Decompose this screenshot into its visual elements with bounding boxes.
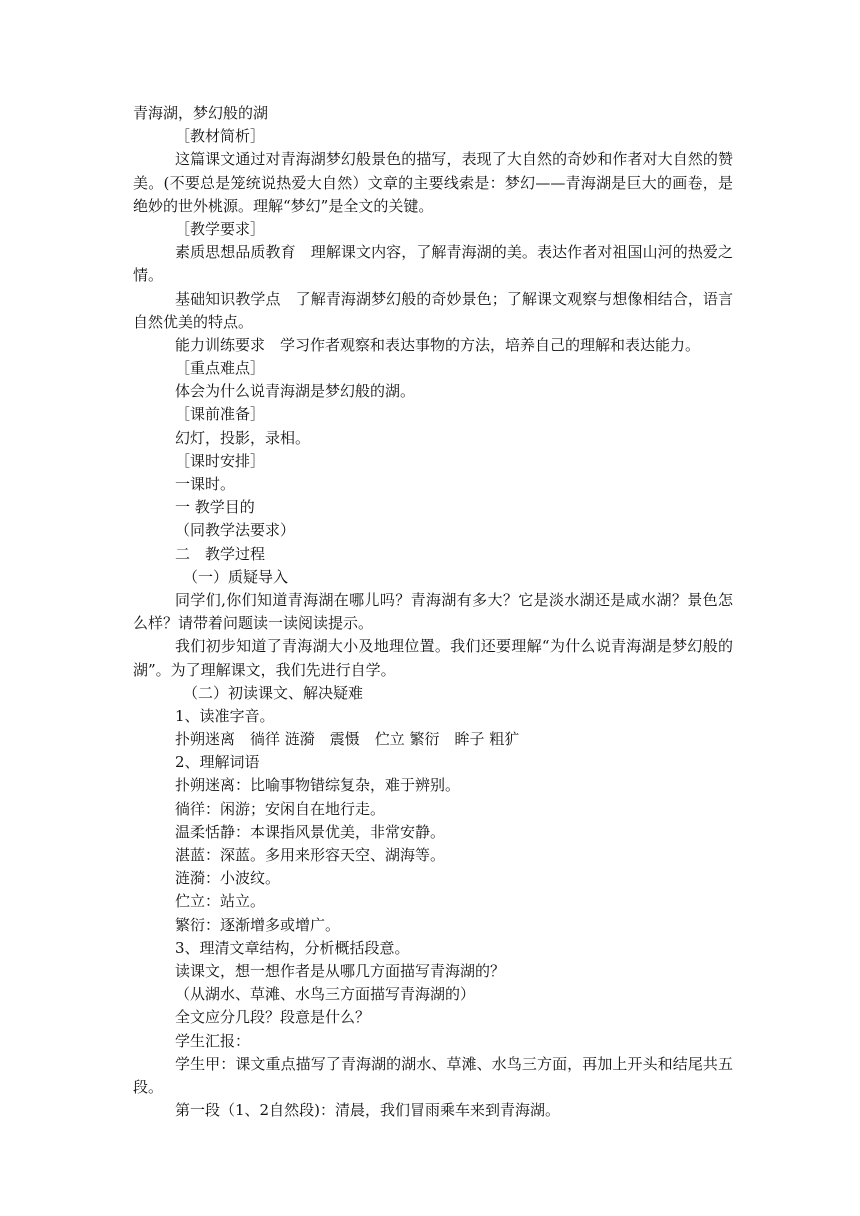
heading-preparation: ［课前准备］ [175,405,266,424]
step-structure: 3、理清文章结构，分析概括段意。 [175,938,410,957]
heading-teaching-requirements: ［教学要求］ [175,219,266,238]
student-report-label: 学生汇报： [175,1031,251,1050]
schedule-text: 一课时。 [175,475,236,493]
document-body [133,102,733,1122]
requirement-knowledge-line: 自然优美的特点。 [133,312,254,331]
intro-paragraph-line: 同学们,你们知道青海湖在哪儿吗？青海湖有多大？它是淡水湖还是咸水湖？景色怎 [175,590,733,609]
paragraph-one-summary: 第一段（1、2自然段)：清晨，我们冒雨乘车来到青海湖。 [175,1101,560,1120]
intro-paragraph-line: 我们初步知道了青海湖大小及地理位置。我们还要理解“为什么说青海湖是梦幻般的 [175,637,733,656]
step-pronunciation: 1、读准字音。 [175,706,275,725]
vocab-item: 涟漪：小波纹。 [175,869,281,888]
requirement-quality-line: 素质思想品质教育 理解课文内容，了解青海湖的美。表达作者对祖国山河的热爱之 [175,243,733,262]
requirement-quality-line: 情。 [133,266,164,285]
question-line: 全文应分几段？段意是什么？ [175,1008,371,1027]
vocab-item: 扑朔迷离：比喻事物错综复杂，难于辨别。 [175,776,461,795]
vocab-item: 繁衍：逐渐增多或增广。 [175,915,341,934]
focus-text: 体会为什么说青海湖是梦幻般的湖。 [175,382,416,401]
subsection-questioning-intro: （一）质疑导入 [183,567,289,586]
student-a-line: 段。 [133,1077,164,1096]
pronunciation-words: 扑朔迷离 徜徉 涟漪 震慑 伫立 繁衍 眸子 粗犷 [175,730,520,749]
heading-textbook-analysis: ［教材简析］ [175,127,266,146]
analysis-paragraph-line: 这篇课文通过对青海湖梦幻般景色的描写，表现了大自然的奇妙和作者对大自然的赞 [175,150,733,169]
preparation-text: 幻灯，投影，录相。 [175,428,311,447]
question-line: 读课文，想一想作者是从哪几方面描写青海湖的？ [175,961,506,980]
vocab-item: 徜徉：闲游；安闲自在地行走。 [175,799,386,818]
section-teaching-goal-body: （同教学法要求） [175,521,296,540]
analysis-paragraph-line: 美。(不要总是笼统说热爱大自然）文章的主要线索是：梦幻——青海湖是巨大的画卷，是 [133,173,733,192]
document-title: 青海湖，梦幻般的湖 [133,104,269,122]
subsection-first-reading: （二）初读课文、解决疑难 [183,683,364,702]
vocab-item: 温柔恬静：本课指风景优美，非常安静。 [175,822,446,841]
student-a-line: 学生甲：课文重点描写了青海湖的湖水、草滩、水鸟三方面，再加上开头和结尾共五 [175,1054,733,1073]
answer-line: （从湖水、草滩、水鸟三方面描写青海湖的） [175,985,476,1004]
step-vocabulary: 2、理解词语 [175,753,260,772]
vocab-item: 伫立：站立。 [175,892,266,911]
section-teaching-goal-title: 一 教学目的 [175,498,255,517]
heading-focus-difficulty: ［重点难点］ [175,359,266,378]
heading-schedule: ［课时安排］ [175,451,266,470]
requirement-ability-line: 能力训练要求 学习作者观察和表达事物的方法，培养自己的理解和表达能力。 [175,335,701,354]
vocab-item: 湛蓝：深蓝。多用来形容天空、湖海等。 [175,846,446,864]
analysis-paragraph-line: 绝妙的世外桃源。理解“梦幻”是全文的关键。 [133,196,434,215]
requirement-knowledge-line: 基础知识教学点 了解青海湖梦幻般的奇妙景色；了解课文观察与想像相结合，语言 [175,289,733,308]
section-teaching-process-title: 二 教学过程 [175,544,266,563]
intro-paragraph-line: 么样？请带着问题读一读阅读提示。 [133,614,374,633]
intro-paragraph-line: 湖”。为了理解课文，我们先进行自学。 [133,660,396,679]
